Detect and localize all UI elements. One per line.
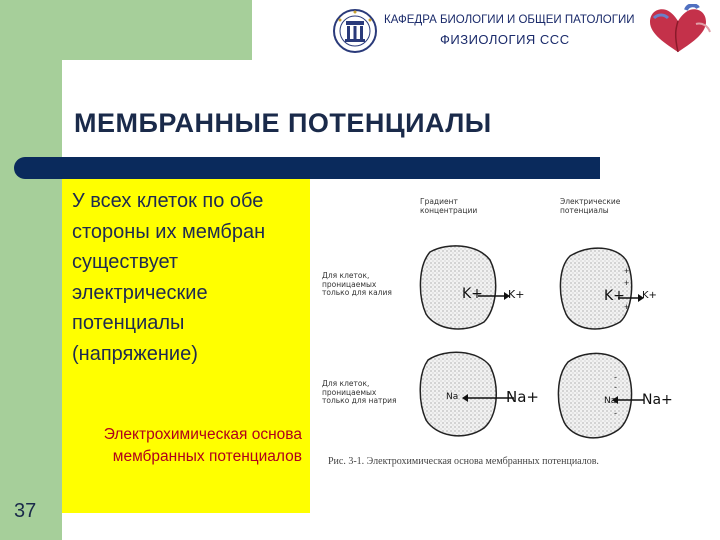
ion-na-in-2: Na <box>604 396 617 406</box>
ion-k-out-2: K+ <box>642 290 657 301</box>
cell-diagrams <box>318 230 708 460</box>
subtitle-text: Электрохимическая основа мембранных потенциалов <box>103 426 302 465</box>
cell-k-gradient <box>420 246 495 329</box>
svg-text:+: + <box>624 266 630 276</box>
title-underline-bar <box>14 157 600 179</box>
svg-text:-: - <box>614 372 617 382</box>
page-title: МЕМБРАННЫЕ ПОТЕНЦИАЛЫ <box>74 108 492 138</box>
slide-number: 37 <box>14 500 37 522</box>
figure-caption: Рис. 3-1. Электрохимическая основа мембранных потенциалов. <box>328 456 599 467</box>
heart-icon <box>640 4 718 56</box>
col-label-gradient: Градиент концентрации <box>420 197 478 215</box>
main-text: У всех клеток по обе стороны их мембран существует электрические потенциалы (напряжение) <box>72 190 266 365</box>
ion-na-out: Na+ <box>506 388 539 406</box>
svg-text:-: - <box>614 408 617 418</box>
row-label-na: Для клеток, проницаемых только для натрия <box>322 379 397 405</box>
row-label-k: Для клеток, проницаемых только для калия <box>322 271 392 297</box>
cell-na-potential <box>558 353 631 437</box>
green-top-band <box>0 0 252 60</box>
svg-text:+: + <box>624 278 630 288</box>
department-name: КАФЕДРА БИОЛОГИИ И ОБЩЕЙ ПАТОЛОГИИ <box>384 14 635 26</box>
green-side-strip <box>0 0 62 540</box>
university-logo-icon <box>332 8 378 54</box>
col-label-potential: Электрические потенциалы <box>560 197 621 215</box>
ion-k-in: K+ <box>462 286 483 302</box>
svg-text:-: - <box>614 382 617 392</box>
ion-na-in: Na <box>446 392 459 402</box>
svg-text:+: + <box>624 302 630 312</box>
ion-na-out-2: Na+ <box>642 392 673 408</box>
course-name: ФИЗИОЛОГИЯ ССС <box>440 32 570 47</box>
ion-k-out: K+ <box>508 288 525 301</box>
ion-k-in-2: K+ <box>604 288 625 304</box>
